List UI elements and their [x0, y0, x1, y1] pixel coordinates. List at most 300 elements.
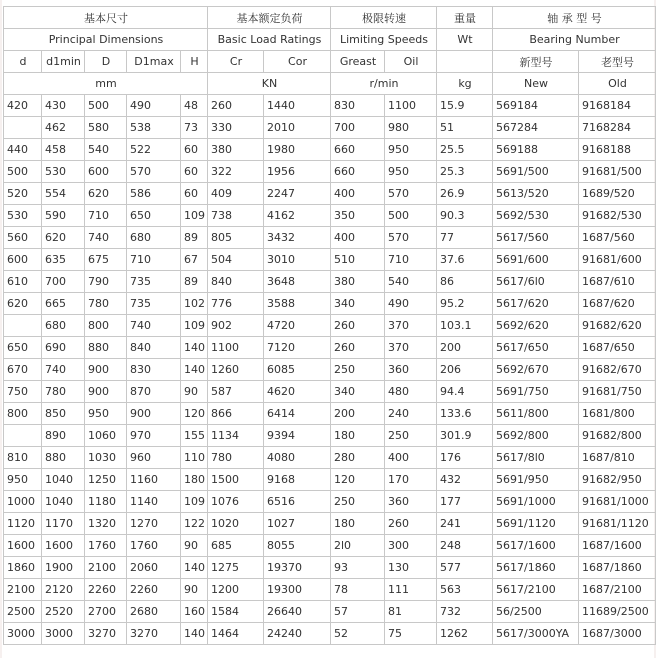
cell-D1max: 1270 [127, 513, 181, 535]
cell-weight: 1262 [437, 623, 493, 645]
cell-greast: 260 [331, 337, 385, 359]
cell-D: 1030 [85, 447, 127, 469]
cell-oil: 710 [385, 249, 437, 271]
cell-old-model: 1689/520 [579, 183, 656, 205]
cell-d: 440 [4, 139, 42, 161]
cell-d1min: 554 [42, 183, 85, 205]
cell-H: 90 [181, 381, 208, 403]
header-row-chinese [4, 7, 656, 29]
cell-d1min: 3000 [42, 623, 85, 645]
cell-d: 650 [4, 337, 42, 359]
cell-d1min: 635 [42, 249, 85, 271]
cell-weight: 177 [437, 491, 493, 513]
cell-weight: 95.2 [437, 293, 493, 315]
cell-oil: 240 [385, 403, 437, 425]
cell-d1min: 880 [42, 447, 85, 469]
cell-oil: 950 [385, 139, 437, 161]
table-row [4, 623, 656, 645]
cell-new-model: 56/2500 [493, 601, 579, 623]
cell-cor: 9168 [264, 469, 331, 491]
cell-new-model: 5691/500 [493, 161, 579, 183]
cell-greast: 93 [331, 557, 385, 579]
cell-d: 3000 [4, 623, 42, 645]
cell-old-model: 7168284 [579, 117, 656, 139]
cell-new-model: 5691/1000 [493, 491, 579, 513]
cell-greast: 700 [331, 117, 385, 139]
cell-greast: 340 [331, 293, 385, 315]
cell-D: 1060 [85, 425, 127, 447]
unit-old: Old [579, 73, 656, 95]
unit-mm: mm [4, 73, 208, 95]
cell-old-model: 1687/620 [579, 293, 656, 315]
cell-cr: 1584 [208, 601, 264, 623]
cell-old-model: 91681/1120 [579, 513, 656, 535]
cell-d1min: 2120 [42, 579, 85, 601]
cell-D: 2100 [85, 557, 127, 579]
cell-cor: 1980 [264, 139, 331, 161]
col-header-D: D [85, 51, 127, 73]
table-row [4, 381, 656, 403]
cell-D: 1760 [85, 535, 127, 557]
cell-D1max: 1160 [127, 469, 181, 491]
cell-D: 3270 [85, 623, 127, 645]
cell-D1max: 1760 [127, 535, 181, 557]
bearing-spec-table-wrapper [3, 6, 656, 645]
cell-H: 90 [181, 579, 208, 601]
cell-cr: 1100 [208, 337, 264, 359]
header-row-english [4, 29, 656, 51]
cell-old-model: 91682/950 [579, 469, 656, 491]
cell-d1min: 2520 [42, 601, 85, 623]
cell-D: 800 [85, 315, 127, 337]
cell-D1max: 522 [127, 139, 181, 161]
cell-cor: 4080 [264, 447, 331, 469]
cell-oil: 260 [385, 513, 437, 535]
cell-H: 60 [181, 183, 208, 205]
cell-D: 675 [85, 249, 127, 271]
cell-cor: 2010 [264, 117, 331, 139]
cell-D: 880 [85, 337, 127, 359]
cell-new-model: 569188 [493, 139, 579, 161]
cell-cor: 1027 [264, 513, 331, 535]
cell-H: 89 [181, 271, 208, 293]
cell-D: 780 [85, 293, 127, 315]
left-edge-strip [0, 0, 2, 658]
cell-oil: 170 [385, 469, 437, 491]
cell-H: 140 [181, 337, 208, 359]
cell-H: 120 [181, 403, 208, 425]
cell-d: 1120 [4, 513, 42, 535]
unit-kn: KN [208, 73, 331, 95]
table-row [4, 557, 656, 579]
cell-weight: 577 [437, 557, 493, 579]
cell-D: 620 [85, 183, 127, 205]
cell-new-model: 5617/650 [493, 337, 579, 359]
cell-H: 109 [181, 315, 208, 337]
header-limiting-speeds: Limiting Speeds [331, 29, 437, 51]
header-bearing-number-cn: 轴 承 型 号 [493, 7, 656, 29]
cell-old-model: 91682/670 [579, 359, 656, 381]
cell-D1max: 1140 [127, 491, 181, 513]
cell-oil: 490 [385, 293, 437, 315]
cell-weight: 200 [437, 337, 493, 359]
cell-d [4, 425, 42, 447]
unit-kg: kg [437, 73, 493, 95]
col-header-d: d [4, 51, 42, 73]
cell-old-model: 1687/1860 [579, 557, 656, 579]
cell-old-model: 91682/530 [579, 205, 656, 227]
cell-new-model: 5692/620 [493, 315, 579, 337]
cell-H: 140 [181, 359, 208, 381]
cell-H: 180 [181, 469, 208, 491]
header-bearing-number: Bearing Number [493, 29, 656, 51]
table-row [4, 315, 656, 337]
cell-D1max: 710 [127, 249, 181, 271]
cell-weight: 15.9 [437, 95, 493, 117]
cell-old-model: 11689/2500 [579, 601, 656, 623]
table-row [4, 161, 656, 183]
table-row [4, 403, 656, 425]
cell-cr: 776 [208, 293, 264, 315]
table-row [4, 183, 656, 205]
cell-d1min: 780 [42, 381, 85, 403]
cell-d: 750 [4, 381, 42, 403]
cell-cr: 322 [208, 161, 264, 183]
cell-D1max: 490 [127, 95, 181, 117]
cell-weight: 77 [437, 227, 493, 249]
col-header-weight [437, 51, 493, 73]
cell-oil: 370 [385, 315, 437, 337]
table-row [4, 205, 656, 227]
cell-cr: 504 [208, 249, 264, 271]
cell-cr: 805 [208, 227, 264, 249]
cell-oil: 950 [385, 161, 437, 183]
cell-oil: 570 [385, 183, 437, 205]
cell-d: 1000 [4, 491, 42, 513]
cell-H: 122 [181, 513, 208, 535]
table-row [4, 601, 656, 623]
cell-H: 60 [181, 139, 208, 161]
cell-new-model: 569184 [493, 95, 579, 117]
cell-H: 60 [181, 161, 208, 183]
cell-d1min: 740 [42, 359, 85, 381]
cell-d1min: 680 [42, 315, 85, 337]
cell-new-model: 5613/520 [493, 183, 579, 205]
cell-cor: 19300 [264, 579, 331, 601]
cell-H: 155 [181, 425, 208, 447]
cell-D: 950 [85, 403, 127, 425]
cell-oil: 370 [385, 337, 437, 359]
cell-D: 500 [85, 95, 127, 117]
cell-oil: 111 [385, 579, 437, 601]
cell-cor: 1956 [264, 161, 331, 183]
cell-weight: 206 [437, 359, 493, 381]
cell-cr: 902 [208, 315, 264, 337]
cell-new-model: 5692/800 [493, 425, 579, 447]
cell-new-model: 5691/600 [493, 249, 579, 271]
cell-D: 600 [85, 161, 127, 183]
cell-cor: 9394 [264, 425, 331, 447]
table-row [4, 227, 656, 249]
header-load-ratings-cn: 基本额定负荷 [208, 7, 331, 29]
cell-d1min: 690 [42, 337, 85, 359]
cell-cor: 3648 [264, 271, 331, 293]
cell-oil: 980 [385, 117, 437, 139]
cell-oil: 500 [385, 205, 437, 227]
cell-old-model: 91681/1000 [579, 491, 656, 513]
cell-cr: 1134 [208, 425, 264, 447]
cell-new-model: 5611/800 [493, 403, 579, 425]
cell-d: 2100 [4, 579, 42, 601]
cell-oil: 250 [385, 425, 437, 447]
header-row-columns [4, 51, 656, 73]
cell-cr: 587 [208, 381, 264, 403]
cell-D1max: 970 [127, 425, 181, 447]
cell-D: 710 [85, 205, 127, 227]
cell-D1max: 735 [127, 271, 181, 293]
header-principal-dimensions-cn: 基本尺寸 [4, 7, 208, 29]
table-row [4, 139, 656, 161]
cell-d: 530 [4, 205, 42, 227]
cell-d1min: 430 [42, 95, 85, 117]
col-header-new-model: 新型号 [493, 51, 579, 73]
cell-old-model: 91681/600 [579, 249, 656, 271]
table-row [4, 95, 656, 117]
cell-weight: 26.9 [437, 183, 493, 205]
cell-D1max: 650 [127, 205, 181, 227]
header-row-units [4, 73, 656, 95]
cell-old-model: 1687/3000 [579, 623, 656, 645]
cell-d: 2500 [4, 601, 42, 623]
cell-cor: 3432 [264, 227, 331, 249]
cell-greast: 660 [331, 139, 385, 161]
cell-d1min: 700 [42, 271, 85, 293]
cell-greast: 200 [331, 403, 385, 425]
cell-new-model: 5617/1600 [493, 535, 579, 557]
cell-cor: 1440 [264, 95, 331, 117]
cell-H: 67 [181, 249, 208, 271]
table-row [4, 535, 656, 557]
cell-greast: 350 [331, 205, 385, 227]
cell-cr: 866 [208, 403, 264, 425]
cell-D: 2700 [85, 601, 127, 623]
cell-H: 160 [181, 601, 208, 623]
cell-new-model: 5617/2100 [493, 579, 579, 601]
cell-weight: 103.1 [437, 315, 493, 337]
cell-weight: 94.4 [437, 381, 493, 403]
cell-old-model: 91681/750 [579, 381, 656, 403]
cell-weight: 25.5 [437, 139, 493, 161]
cell-old-model: 1681/800 [579, 403, 656, 425]
cell-d: 610 [4, 271, 42, 293]
cell-weight: 86 [437, 271, 493, 293]
cell-H: 89 [181, 227, 208, 249]
cell-old-model: 9168188 [579, 139, 656, 161]
cell-new-model: 5617/1860 [493, 557, 579, 579]
cell-D: 900 [85, 381, 127, 403]
cell-cr: 409 [208, 183, 264, 205]
cell-greast: 830 [331, 95, 385, 117]
cell-old-model: 91682/620 [579, 315, 656, 337]
cell-oil: 1100 [385, 95, 437, 117]
cell-D1max: 3270 [127, 623, 181, 645]
cell-new-model: 5692/530 [493, 205, 579, 227]
table-row [4, 579, 656, 601]
cell-cor: 26640 [264, 601, 331, 623]
cell-D: 580 [85, 117, 127, 139]
table-row [4, 425, 656, 447]
cell-weight: 301.9 [437, 425, 493, 447]
cell-cr: 1500 [208, 469, 264, 491]
cell-D: 740 [85, 227, 127, 249]
col-header-Cr: Cr [208, 51, 264, 73]
header-principal-dimensions: Principal Dimensions [4, 29, 208, 51]
cell-new-model: 5691/1120 [493, 513, 579, 535]
cell-greast: 260 [331, 315, 385, 337]
cell-cor: 6414 [264, 403, 331, 425]
cell-d: 620 [4, 293, 42, 315]
cell-d: 950 [4, 469, 42, 491]
header-limiting-speeds-cn: 极限转速 [331, 7, 437, 29]
cell-D1max: 2060 [127, 557, 181, 579]
cell-D1max: 735 [127, 293, 181, 315]
cell-H: 140 [181, 557, 208, 579]
cell-H: 109 [181, 491, 208, 513]
cell-weight: 432 [437, 469, 493, 491]
cell-d1min: 1040 [42, 469, 85, 491]
cell-cr: 1260 [208, 359, 264, 381]
cell-old-model: 9168184 [579, 95, 656, 117]
cell-cr: 1275 [208, 557, 264, 579]
col-header-greast: Greast [331, 51, 385, 73]
cell-D1max: 538 [127, 117, 181, 139]
cell-oil: 540 [385, 271, 437, 293]
header-load-ratings: Basic Load Ratings [208, 29, 331, 51]
cell-D1max: 570 [127, 161, 181, 183]
cell-greast: 180 [331, 513, 385, 535]
cell-greast: 400 [331, 183, 385, 205]
cell-cr: 1020 [208, 513, 264, 535]
cell-greast: 660 [331, 161, 385, 183]
cell-weight: 248 [437, 535, 493, 557]
cell-oil: 300 [385, 535, 437, 557]
cell-H: 73 [181, 117, 208, 139]
col-header-d1min: d1min [42, 51, 85, 73]
cell-d1min: 530 [42, 161, 85, 183]
cell-cor: 8055 [264, 535, 331, 557]
table-row [4, 117, 656, 139]
col-header-old-model: 老型号 [579, 51, 656, 73]
cell-greast: 52 [331, 623, 385, 645]
cell-d: 520 [4, 183, 42, 205]
cell-cor: 2247 [264, 183, 331, 205]
table-row [4, 337, 656, 359]
cell-oil: 400 [385, 447, 437, 469]
cell-d1min: 462 [42, 117, 85, 139]
cell-cr: 1076 [208, 491, 264, 513]
cell-cor: 4162 [264, 205, 331, 227]
cell-new-model: 567284 [493, 117, 579, 139]
cell-oil: 81 [385, 601, 437, 623]
cell-new-model: 5617/560 [493, 227, 579, 249]
cell-old-model: 91681/500 [579, 161, 656, 183]
cell-weight: 51 [437, 117, 493, 139]
cell-weight: 25.3 [437, 161, 493, 183]
cell-old-model: 1687/560 [579, 227, 656, 249]
cell-d1min: 1170 [42, 513, 85, 535]
bearing-spec-table [3, 6, 656, 645]
cell-weight: 732 [437, 601, 493, 623]
cell-d: 600 [4, 249, 42, 271]
cell-weight: 241 [437, 513, 493, 535]
header-weight-cn: 重量 [437, 7, 493, 29]
cell-D1max: 900 [127, 403, 181, 425]
cell-H: 109 [181, 205, 208, 227]
table-row [4, 271, 656, 293]
cell-cor: 7120 [264, 337, 331, 359]
cell-greast: 400 [331, 227, 385, 249]
cell-cr: 1200 [208, 579, 264, 601]
cell-greast: 78 [331, 579, 385, 601]
cell-d1min: 850 [42, 403, 85, 425]
cell-d1min: 620 [42, 227, 85, 249]
cell-H: 110 [181, 447, 208, 469]
cell-cor: 3010 [264, 249, 331, 271]
cell-greast: 2l0 [331, 535, 385, 557]
cell-d1min: 1600 [42, 535, 85, 557]
table-row [4, 469, 656, 491]
cell-cor: 6516 [264, 491, 331, 513]
cell-new-model: 5691/750 [493, 381, 579, 403]
cell-d: 1860 [4, 557, 42, 579]
cell-D1max: 960 [127, 447, 181, 469]
cell-greast: 280 [331, 447, 385, 469]
cell-cr: 1464 [208, 623, 264, 645]
cell-old-model: 91682/800 [579, 425, 656, 447]
cell-D1max: 870 [127, 381, 181, 403]
cell-d: 560 [4, 227, 42, 249]
cell-H: 90 [181, 535, 208, 557]
cell-new-model: 5692/670 [493, 359, 579, 381]
table-body [4, 95, 656, 645]
cell-d1min: 1040 [42, 491, 85, 513]
cell-H: 48 [181, 95, 208, 117]
cell-d1min: 590 [42, 205, 85, 227]
cell-d1min: 890 [42, 425, 85, 447]
cell-d1min: 458 [42, 139, 85, 161]
cell-cr: 840 [208, 271, 264, 293]
col-header-D1max: D1max [127, 51, 181, 73]
cell-new-model: 5617/6l0 [493, 271, 579, 293]
cell-d: 670 [4, 359, 42, 381]
cell-d [4, 117, 42, 139]
cell-D: 900 [85, 359, 127, 381]
table-row [4, 513, 656, 535]
cell-cor: 3588 [264, 293, 331, 315]
cell-cor: 4720 [264, 315, 331, 337]
cell-greast: 250 [331, 491, 385, 513]
cell-cr: 330 [208, 117, 264, 139]
cell-oil: 480 [385, 381, 437, 403]
cell-cr: 780 [208, 447, 264, 469]
cell-cor: 19370 [264, 557, 331, 579]
cell-D1max: 2260 [127, 579, 181, 601]
cell-new-model: 5691/950 [493, 469, 579, 491]
cell-greast: 510 [331, 249, 385, 271]
cell-old-model: 1687/2100 [579, 579, 656, 601]
cell-new-model: 5617/620 [493, 293, 579, 315]
cell-new-model: 5617/8l0 [493, 447, 579, 469]
